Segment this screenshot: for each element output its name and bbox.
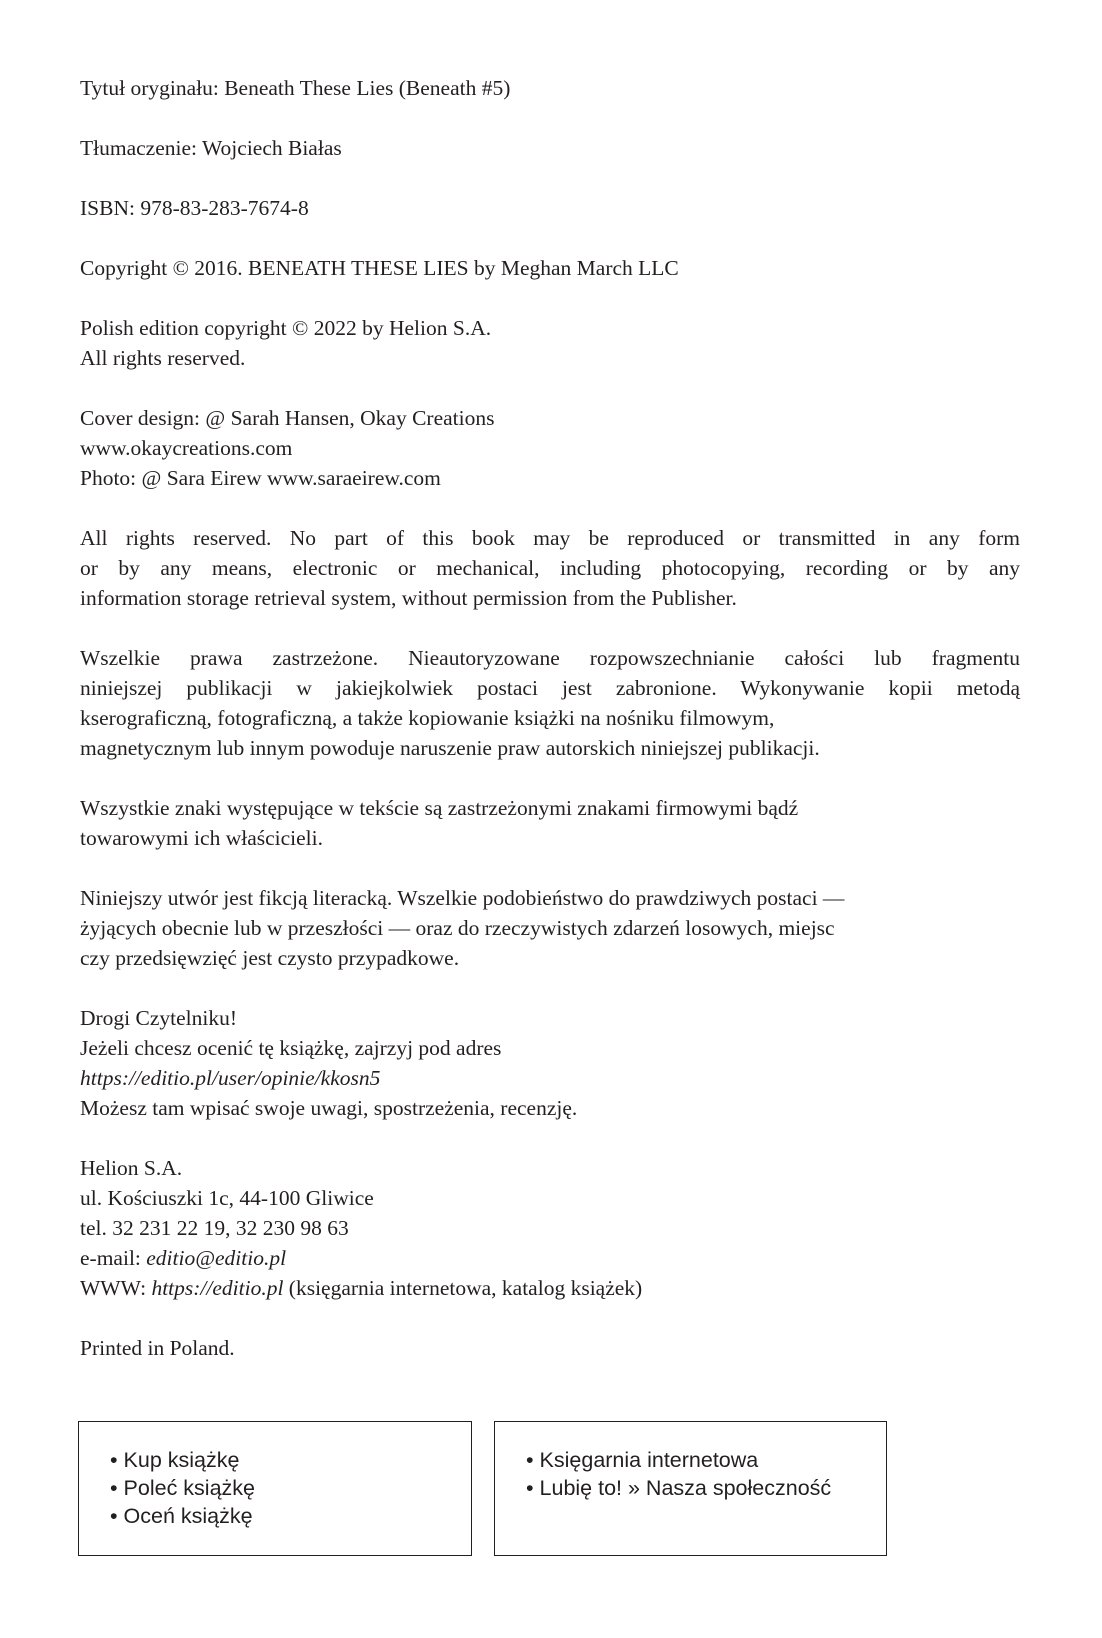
publisher-www-line <box>80 1273 1020 1303</box>
publisher-name: Helion S.A. <box>80 1156 183 1180</box>
cover-site: www.okaycreations.com <box>80 436 293 460</box>
polish-edition <box>80 313 1020 373</box>
translator: Tłumaczenie: Wojciech Białas <box>80 136 342 160</box>
rights-english-line: All rights reserved. No part of this book may be reproduced or transmitted in any form <box>80 526 1020 550</box>
email-label: e-mail: <box>80 1246 147 1270</box>
copyright-notice: Copyright © 2016. BENEATH THESE LIES by Meghan March LLC <box>80 256 679 280</box>
publisher-address: ul. Kościuszki 1c, 44-100 Gliwice <box>80 1186 374 1210</box>
book-actions-box <box>78 1421 472 1556</box>
bullet-icon: • <box>110 1448 118 1472</box>
rights-polish-line: Wszelkie prawa zastrzeżone. Nieautoryzowane rozpowszechnianie całości lub fragmentu <box>80 646 1020 670</box>
cover-credits <box>80 403 1020 493</box>
www-note: (księgarnia internetowa, katalog książek) <box>283 1276 643 1300</box>
fiction-line: żyjących obecnie lub w przeszłości — oraz do rzeczywistych zdarzeń losowych, miejsc <box>80 916 835 940</box>
trademarks-notice <box>80 793 1020 853</box>
store-links-box <box>494 1421 887 1556</box>
rights-polish-line: niniejszej publikacji w jakiejkolwiek postaci jest zabronione. Wykonywanie kopii metodą <box>80 676 1020 700</box>
online-bookstore-link[interactable]: • Księgarnia internetowa <box>526 1448 759 1472</box>
rights-english-line: information storage retrieval system, without permission from the Publisher. <box>80 586 737 610</box>
original-title: Tytuł oryginału: Beneath These Lies (Beneath #5) <box>80 76 511 100</box>
isbn: ISBN: 978-83-283-7674-8 <box>80 196 309 220</box>
community-link[interactable]: • Lubię to! » Nasza społeczność <box>526 1476 832 1500</box>
fiction-line: Niniejszy utwór jest fikcją literacką. Wszelkie podobieństwo do prawdziwych postaci — <box>80 886 845 910</box>
trademarks-line: towarowymi ich właścicieli. <box>80 826 323 850</box>
polish-edition-line: All rights reserved. <box>80 346 246 370</box>
bullet-icon: • <box>526 1448 534 1472</box>
fiction-notice <box>80 883 1020 973</box>
reader-greeting: Drogi Czytelniku! <box>80 1006 238 1030</box>
cover-design: Cover design: @ Sarah Hansen, Okay Creations <box>80 406 495 430</box>
fiction-line: czy przedsięwzięć jest czysto przypadkowe. <box>80 946 460 970</box>
printed-in: Printed in Poland. <box>80 1336 235 1360</box>
rights-english-line: or by any means, electronic or mechanical, including photocopying, recording or by any <box>80 556 1020 580</box>
www-label: WWW: <box>80 1276 152 1300</box>
www-link[interactable]: https://editio.pl <box>151 1276 284 1300</box>
bullet-icon: • <box>110 1476 118 1500</box>
reader-note <box>80 1003 1020 1123</box>
recommend-book-link[interactable]: • Poleć książkę <box>110 1476 255 1500</box>
review-url-line <box>80 1063 1020 1093</box>
rate-book-link[interactable]: • Oceń książkę <box>110 1504 253 1528</box>
bullet-icon: • <box>110 1504 118 1528</box>
publisher-email-line <box>80 1243 1020 1273</box>
bullet-icon: • <box>526 1476 534 1500</box>
reader-instruction: Jeżeli chcesz ocenić tę książkę, zajrzyj pod adres <box>80 1036 502 1060</box>
publisher-phone: tel. 32 231 22 19, 32 230 98 63 <box>80 1216 349 1240</box>
rights-polish-line: magnetycznym lub innym powoduje naruszenie praw autorskich niniejszej publikacji. <box>80 736 820 760</box>
copyright-page <box>80 73 1020 1393</box>
review-url-link[interactable]: https://editio.pl/user/opinie/kkosn5 <box>80 1066 381 1090</box>
rights-english <box>80 523 1020 613</box>
reader-comments: Możesz tam wpisać swoje uwagi, spostrzeżenia, recenzję. <box>80 1096 578 1120</box>
publisher-info <box>80 1153 1020 1303</box>
rights-polish <box>80 643 1020 763</box>
buy-book-link[interactable]: • Kup książkę <box>110 1448 240 1472</box>
rights-polish-line: kserograficzną, fotograficzną, a także kopiowanie książki na nośniku filmowym, <box>80 706 775 730</box>
polish-edition-line: Polish edition copyright © 2022 by Helion S.A. <box>80 316 492 340</box>
cover-photo: Photo: @ Sara Eirew www.saraeirew.com <box>80 466 441 490</box>
trademarks-line: Wszystkie znaki występujące w tekście są zastrzeżonymi znakami firmowymi bądź <box>80 796 799 820</box>
email-link[interactable]: editio@editio.pl <box>146 1246 287 1270</box>
